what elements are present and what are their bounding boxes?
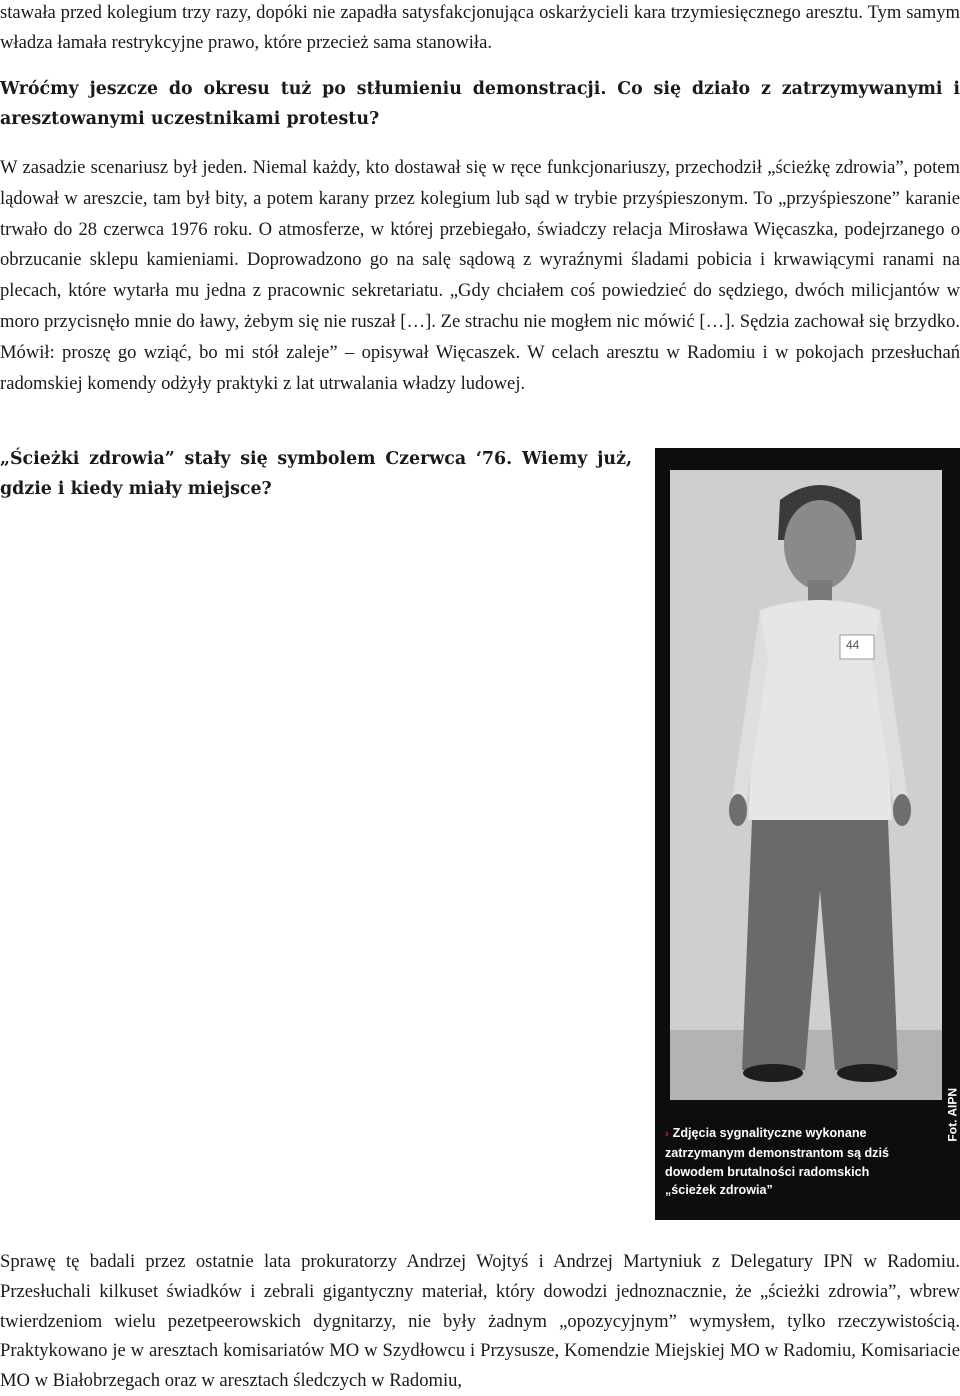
caption-marker-icon: ›: [665, 1128, 669, 1140]
prisoner-figure-illustration: [670, 470, 942, 1100]
paragraph-3: Sprawę tę badali przez ostatnie lata prokuratorzy Andrzej Wojtyś i Andrzej Martyniuk z Delegatury IPN w Radomiu. Przesłuchali kilkuset świadków i zebrali gigantyczny materiał, który dowodzi jednoznacznie, że „ścieżki zdrowia”, wbrew twierdzeniom wielu pezetpeerowskich dygnitarzy, nie były żadnym „opozycyjnym” wymysłem, tylko rzeczywistością. Praktykowano je w aresztach komisariatów MO w Szydłowcu i Przysusze, Komendzie Miejskiej MO w Radomiu, Komisariacie MO w Białobrzegach oraz w aresztach śledczych w Radomiu,: [0, 1251, 960, 1392]
paragraph-2-intro: W zasadzie scenariusz był jeden.: [0, 157, 248, 178]
interview-question-1: Wróćmy jeszcze do okresu tuż po stłumieniu demonstracji. Co się działo z zatrzymywanymi i aresztowanymi uczestnikami protestu?: [0, 79, 960, 129]
paragraph-2: [0, 153, 960, 399]
mugshot-photo: [655, 448, 960, 1220]
photo-caption-text: Zdjęcia sygnalityczne wykonane zatrzymanym demonstrantom są dziś dowodem brutalności radomskich „ścieżek zdrowia”: [665, 1126, 889, 1198]
photo-credit: Fot. AIPN: [946, 1088, 960, 1142]
paragraph-2-body: Niemal każdy, kto dostawał się w ręce funkcjonariuszy, przechodził „ścieżkę zdrowia”, potem lądował w areszcie, tam był bity, a potem karany przez kolegium lub sąd w trybie przyśpieszonym. To „przyśpieszone” karanie trwało do 28 czerwca 1976 roku. O atmosferze, w której przebiegało, świadczy relacja Mirosława Więcaszka, podejrzanego o obrzucanie sklepu kamieniami. Doprowadzono go na salę sądową z wyraźnymi śladami pobicia i krwawiącymi ranami na plecach, które wytarła mu jedna z pracownic sekretariatu. „Gdy chciałem coś powiedzieć do sędziego, dwóch milicjantów w moro przycisnęło mnie do ławy, żebym się nie ruszał […]. Ze strachu nie mogłem nic mówić […]. Sędzia zachował się brzydko. Mówił: proszę go wziąć, bo mi stół zaleje” – opisywał Więcaszek. W celach aresztu w Radomiu i w pokojach przesłuchań radomskiej komendy odżyły praktyki z lat utrwalania władzy ludowej.: [0, 157, 960, 394]
photo-image: [670, 470, 942, 1100]
photo-caption: [665, 1124, 905, 1200]
interview-question-2: „Ścieżki zdrowia” stały się symbolem Czerwca ‘76. Wiemy już, gdzie i kiedy miały miejsce?: [0, 449, 632, 499]
number-tag-text: 44: [846, 638, 860, 652]
paragraph-1: stawała przed kolegium trzy razy, dopóki nie zapadła satysfakcjonująca oskarżycieli kara trzymiesięcznego aresztu. Tym samym władza łamała restrykcyjne prawo, które przecież sama stanowiła.: [0, 2, 960, 53]
